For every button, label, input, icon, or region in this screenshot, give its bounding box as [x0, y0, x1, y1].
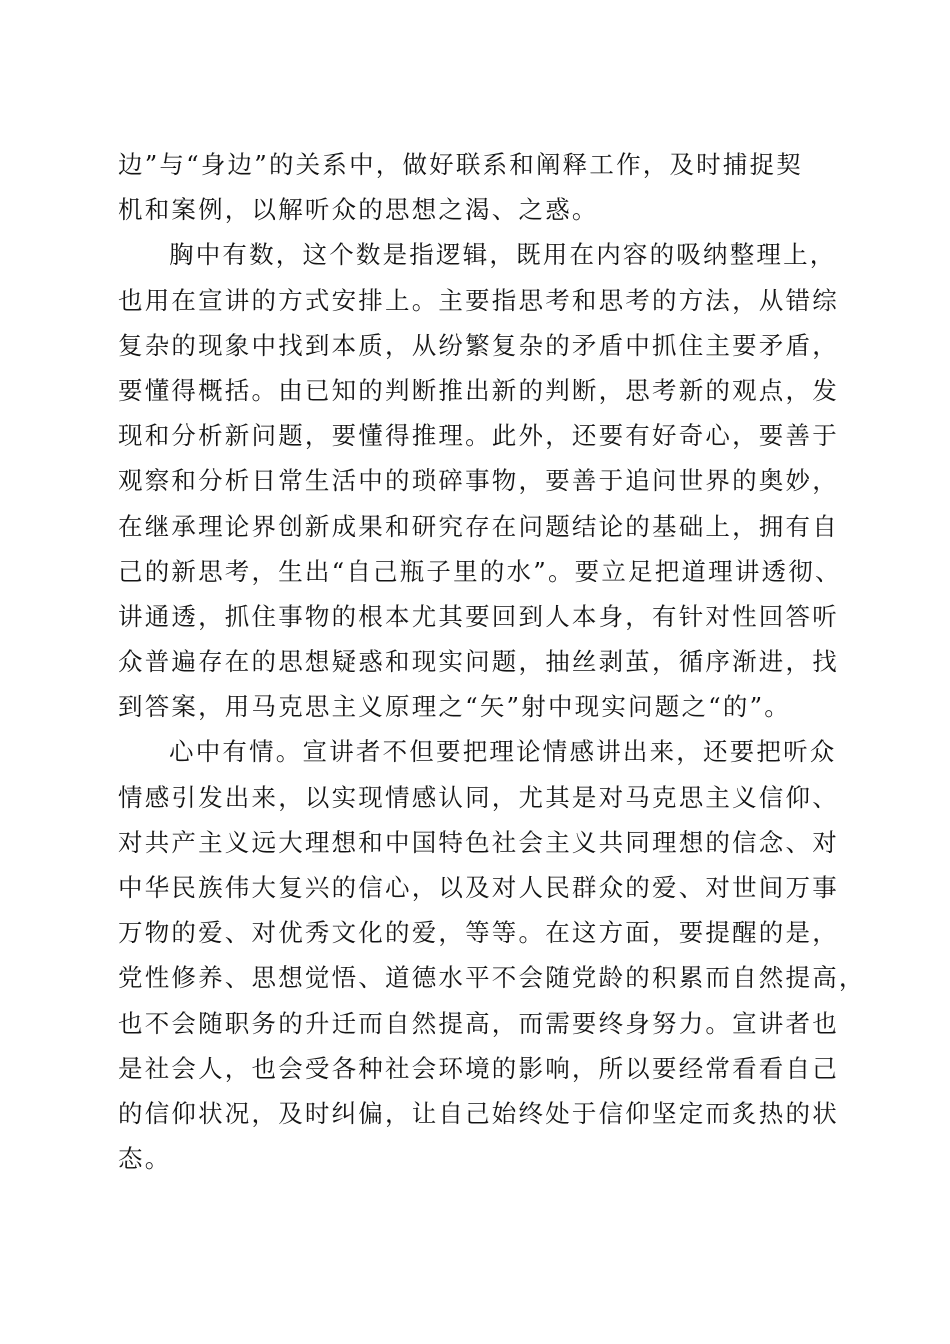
document-body	[118, 142, 866, 1181]
text-line: 胸中有数，这个数是指逻辑，既用在内容的吸纳整理上，	[169, 240, 837, 270]
text-line: 情感引发出来，以实现情感认同，尤其是对马克思主义信仰、	[118, 782, 839, 812]
text-line: 观察和分析日常生活中的琐碎事物，要善于追问世界的奥妙，	[118, 466, 839, 496]
text-line: 在继承理论界创新成果和研究存在问题结论的基础上，拥有自	[118, 511, 839, 541]
text-line: 己的新思考，生出“自己瓶子里的水”。要立足把道理讲透彻、	[118, 556, 842, 586]
text-line: 对共产主义远大理想和中国特色社会主义共同理想的信念、对	[118, 827, 839, 857]
text-line: 众普遍存在的思想疑惑和现实问题，抽丝剥茧，循序渐进，找	[118, 647, 839, 677]
text-line: 讲通透，抓住事物的根本尤其要回到人本身，有针对性回答听	[118, 601, 839, 631]
text-line: 到答案，用马克思主义原理之“矢”射中现实问题之“的”。	[118, 692, 791, 722]
text-line: 中华民族伟大复兴的信心，以及对人民群众的爱、对世间万事	[118, 873, 839, 902]
text-line: 的信仰状况，及时纠偏，让自己始终处于信仰坚定而炙热的状	[118, 1098, 839, 1128]
text-line: 党性修养、思想觉悟、道德水平不会随党龄的积累而自然提高，	[118, 963, 866, 993]
text-line: 现和分析新问题，要懂得推理。此外，还要有好奇心，要善于	[118, 421, 839, 451]
paragraph-3	[118, 729, 866, 1181]
text-line: 也不会随职务的升迁而自然提高，而需要终身努力。宣讲者也	[118, 1008, 839, 1038]
text-line: 边”与“身边”的关系中，做好联系和阐释工作，及时捕捉契	[118, 150, 803, 179]
text-line: 要懂得概括。由已知的判断推出新的判断，思考新的观点，发	[118, 375, 839, 405]
paragraph-2	[118, 232, 842, 729]
text-line: 复杂的现象中找到本质，从纷繁复杂的矛盾中抓住主要矛盾，	[118, 330, 839, 360]
paragraph-1	[118, 142, 830, 232]
text-line: 也用在宣讲的方式安排上。主要指思考和思考的方法，从错综	[118, 285, 839, 315]
text-line: 是社会人，也会受各种社会环境的影响，所以要经常看看自己	[118, 1053, 839, 1083]
text-line: 心中有情。宣讲者不但要把理论情感讲出来，还要把听众	[169, 737, 837, 767]
text-line: 机和案例，以解听众的思想之渴、之惑。	[118, 195, 599, 225]
text-line: 万物的爱、对优秀文化的爱，等等。在这方面，要提醒的是，	[118, 918, 839, 948]
text-line: 态。	[118, 1144, 172, 1174]
